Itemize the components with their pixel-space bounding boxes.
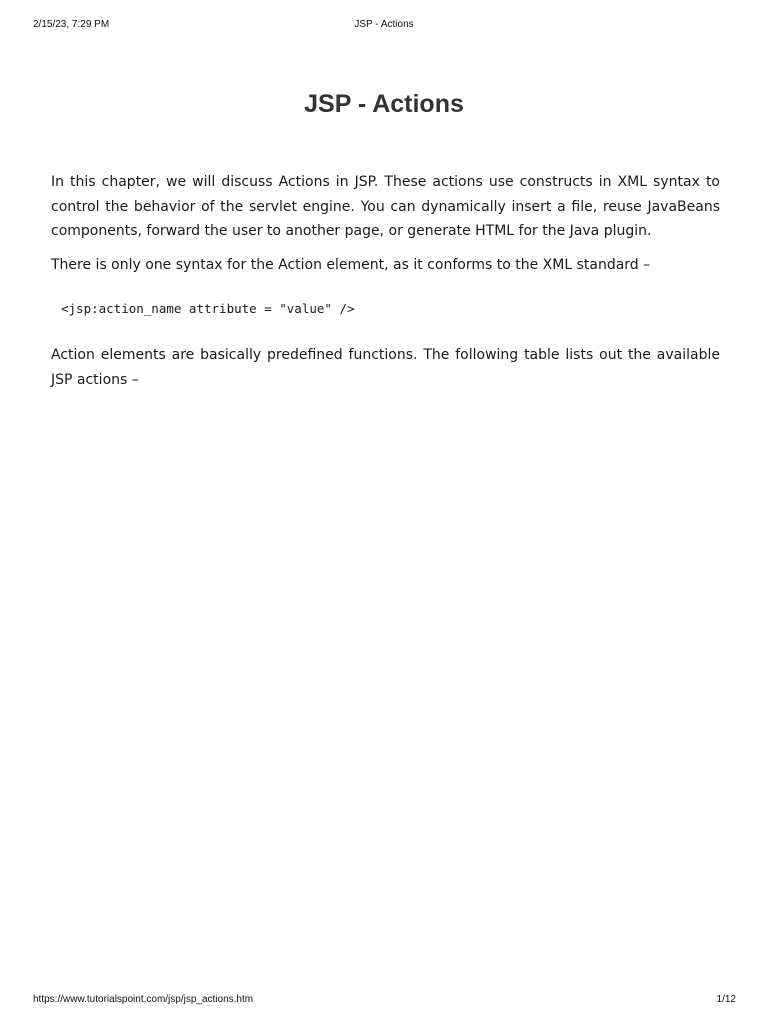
print-page-title: JSP - Actions <box>354 19 414 30</box>
code-snippet: <jsp:action_name attribute = "value" /> <box>61 301 355 316</box>
intro-paragraph: In this chapter, we will discuss Actions in JSP. These actions use constructs in XML syntax to control the behavior of the servlet engine. You can dynamically insert a file, reuse JavaBeans components, forward the user to another page, or generate HTML for the Java plugin. <box>51 174 720 239</box>
page-title: JSP - Actions <box>304 90 464 118</box>
article-body <box>51 170 720 392</box>
print-url: https://www.tutorialspoint.com/jsp/jsp_actions.htm <box>33 994 254 1005</box>
print-header <box>0 19 768 33</box>
table-intro-paragraph: Action elements are basically predefined functions. The following table lists out the available JSP actions – <box>51 347 720 388</box>
print-datetime: 2/15/23, 7:29 PM <box>33 19 110 30</box>
syntax-paragraph: There is only one syntax for the Action element, as it conforms to the XML standard – <box>51 256 651 273</box>
print-page-number: 1/12 <box>716 994 736 1005</box>
print-footer <box>0 994 768 1008</box>
